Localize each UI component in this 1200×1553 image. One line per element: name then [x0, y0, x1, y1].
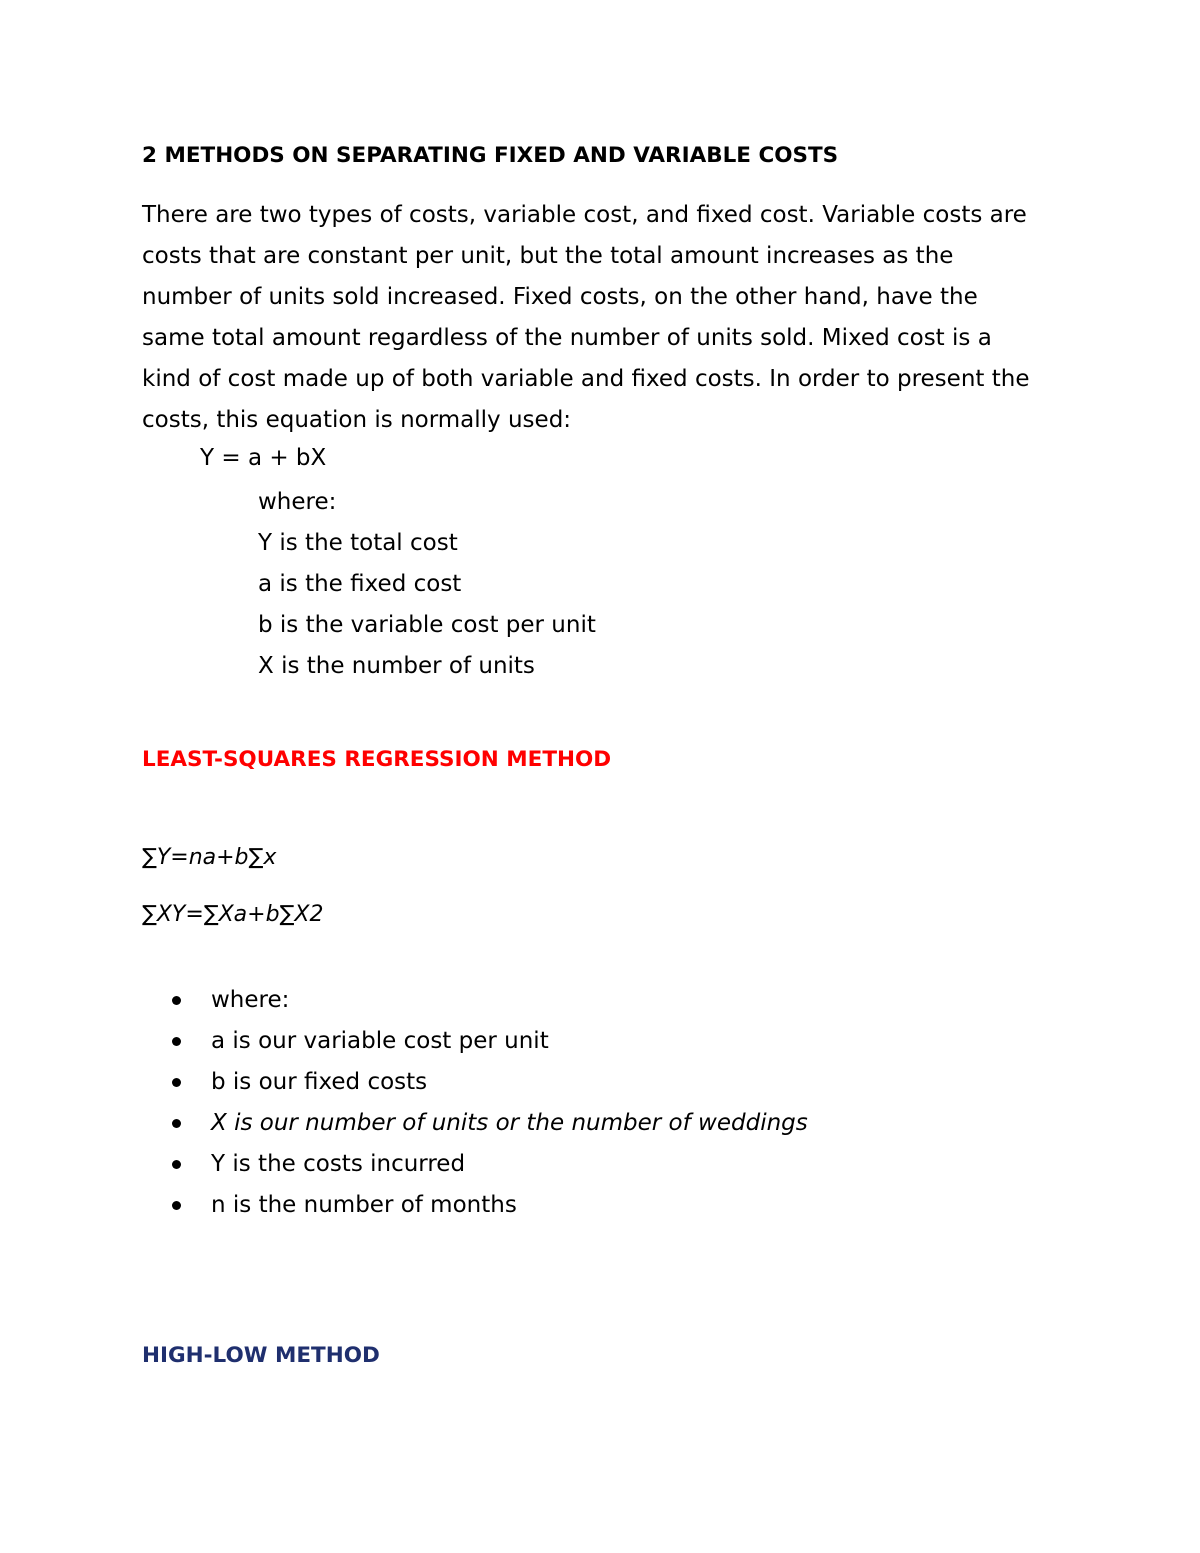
bullet-icon: [172, 996, 181, 1005]
list-item: [172, 1062, 808, 1103]
list-item: [172, 980, 808, 1021]
list-item-label: X is our number of units or the number of weddings: [211, 1110, 808, 1136]
formula-sum-xy: ∑XY=∑Xa+b∑X2: [142, 902, 324, 927]
intro-line: There are two types of costs, variable cost, and fixed cost. Variable costs are: [142, 202, 1027, 228]
high-low-heading: HIGH-LOW METHOD: [142, 1343, 380, 1368]
list-item: [172, 1103, 808, 1144]
bullet-icon: [172, 1160, 181, 1169]
intro-paragraph: [142, 195, 1029, 441]
intro-line: kind of cost made up of both variable and fixed costs. In order to present the: [142, 366, 1030, 392]
document-title: 2 METHODS ON SEPARATING FIXED AND VARIABLE COSTS: [142, 143, 839, 168]
list-item-label: b is our fixed costs: [211, 1069, 428, 1095]
list-item: [172, 1144, 808, 1185]
least-squares-heading: LEAST-SQUARES REGRESSION METHOD: [142, 747, 612, 772]
intro-line: number of units sold increased. Fixed costs, on the other hand, have the: [142, 284, 978, 310]
definition-line: b is the variable cost per unit: [258, 612, 596, 638]
intro-line: same total amount regardless of the number of units sold. Mixed cost is a: [142, 325, 992, 351]
bullet-icon: [172, 1201, 181, 1210]
definition-line: X is the number of units: [258, 653, 535, 679]
list-item-label: a is our variable cost per unit: [211, 1028, 549, 1054]
variable-definitions-list: [172, 980, 808, 1226]
cost-equation: Y = a + bX: [200, 445, 327, 471]
list-item-label: n is the number of months: [211, 1192, 517, 1218]
equation-definitions: [258, 482, 596, 687]
list-item: [172, 1185, 808, 1226]
definition-line: where:: [258, 489, 337, 515]
bullet-icon: [172, 1037, 181, 1046]
intro-line: costs that are constant per unit, but the total amount increases as the: [142, 243, 954, 269]
bullet-icon: [172, 1119, 181, 1128]
definition-line: Y is the total cost: [258, 530, 458, 556]
formula-sum-y: ∑Y=na+b∑x: [142, 845, 277, 870]
list-item-label: Y is the costs incurred: [211, 1151, 466, 1177]
bullet-icon: [172, 1078, 181, 1087]
list-item: [172, 1021, 808, 1062]
list-item-label: where:: [211, 987, 290, 1013]
definition-line: a is the fixed cost: [258, 571, 462, 597]
intro-line: costs, this equation is normally used:: [142, 407, 572, 433]
